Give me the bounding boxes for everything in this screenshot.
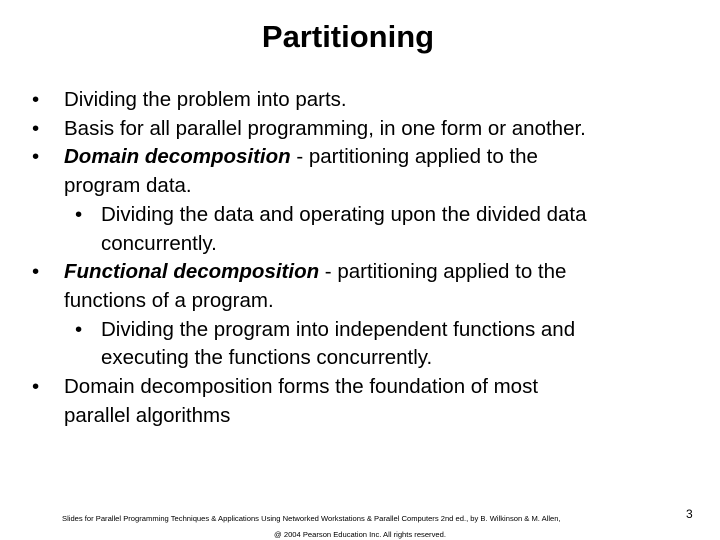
footer-copyright: @ 2004 Pearson Education Inc. All rights reserved.: [274, 530, 446, 539]
bullet-text: Dividing the data and operating upon the divided data: [101, 202, 587, 226]
slide-title: Partitioning: [261, 19, 435, 54]
bullet-text: Dividing the program into independent functions and: [101, 317, 576, 341]
bullet-marker: •: [32, 260, 40, 284]
bullet-keyword: Domain decomposition: [64, 145, 291, 169]
bullet-text: program data.: [64, 174, 192, 198]
bullet-continuation: [0, 287, 720, 316]
bullet-marker: •: [32, 375, 40, 399]
bullet-text: functions of a program.: [64, 288, 274, 312]
bullet-continuation: [0, 172, 720, 201]
bullet-text: Basis for all parallel programming, in one form or another.: [64, 116, 586, 140]
sub-bullet-continuation: [0, 230, 720, 259]
footer-credit: Slides for Parallel Programming Techniques & Applications Using Networked Workstations & Parallel Computers 2nd ed., by B. Wilkinson & M. Allen,: [62, 514, 561, 523]
bullet-text: Dividing the problem into parts.: [64, 88, 347, 111]
bullet-marker: •: [32, 145, 40, 169]
bullet-continuation: [0, 402, 720, 431]
sub-bullet-item: [0, 201, 720, 230]
bullet-marker: •: [75, 317, 83, 341]
bullet-marker: •: [75, 202, 83, 226]
bullet-item: [0, 86, 720, 115]
bullet-text: executing the functions concurrently.: [101, 346, 433, 370]
bullet-item: [0, 258, 720, 287]
bullet-text: Domain decomposition forms the foundation of most: [64, 375, 539, 399]
bullet-text: concurrently.: [101, 231, 217, 255]
bullet-list: [0, 86, 720, 430]
bullet-item: [0, 143, 720, 172]
sub-bullet-continuation: [0, 344, 720, 373]
bullet-marker: •: [32, 88, 40, 111]
bullet-item: [0, 373, 720, 402]
bullet-text: - partitioning applied to the: [319, 260, 567, 284]
bullet-marker: •: [32, 116, 40, 140]
sub-bullet-item: [0, 316, 720, 345]
bullet-keyword: Functional decomposition: [64, 260, 320, 284]
bullet-text: parallel algorithms: [64, 403, 231, 427]
bullet-item: [0, 115, 720, 144]
page-number: 3: [686, 507, 693, 521]
bullet-text: - partitioning applied to the: [290, 145, 538, 169]
